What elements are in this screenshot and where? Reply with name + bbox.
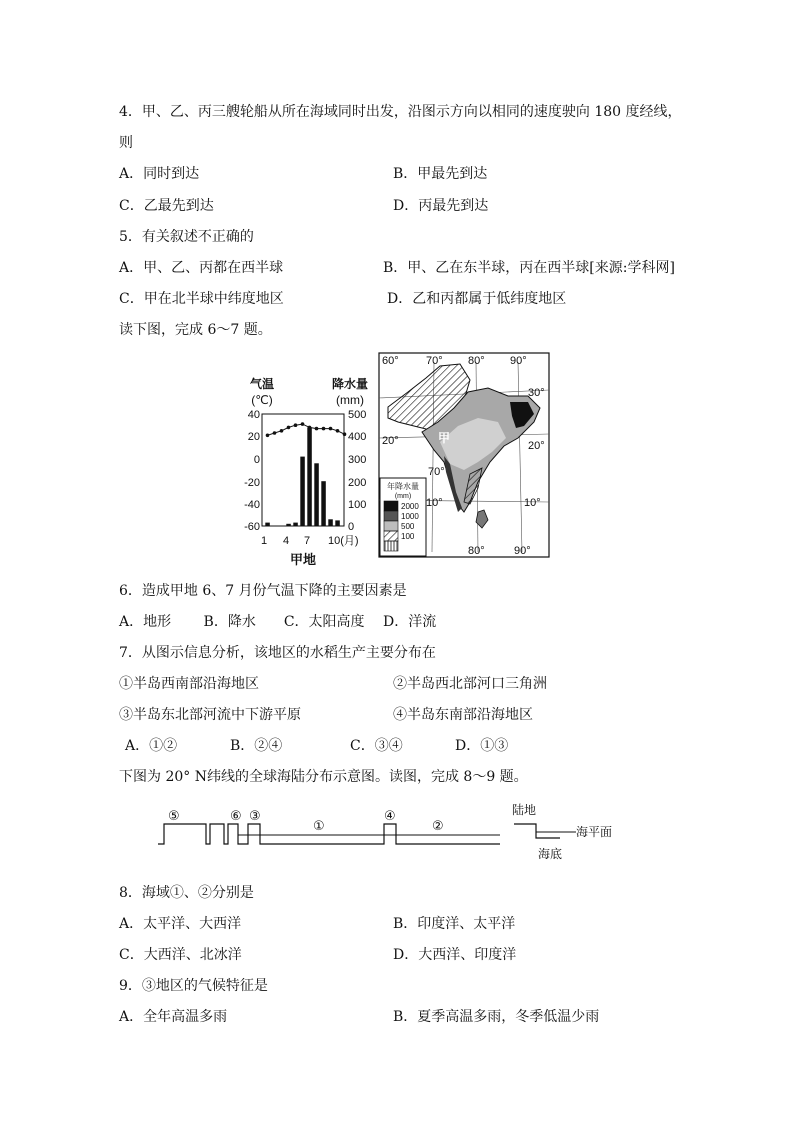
- temp-point-12: [343, 432, 347, 436]
- legend-seabed: 海底: [538, 847, 563, 861]
- x-tick-4: 4: [282, 535, 290, 547]
- lat-10-left: 10°: [426, 497, 443, 509]
- q7-statement-3: ③半岛东北部河流中下游平原: [119, 707, 301, 723]
- lon-80: 80°: [468, 355, 485, 367]
- lon-70-inner: 70°: [428, 466, 445, 478]
- q5-option-c[interactable]: C．甲在北半球中纬度地区: [119, 291, 284, 307]
- q7-statement-4: ④半岛东南部沿海地区: [393, 707, 533, 723]
- left-tick-minus20: -20: [244, 477, 260, 489]
- q6-options[interactable]: A．地形 B．降水 C．太阳高度 D．洋流: [119, 614, 437, 630]
- left-tick-40: 40: [247, 409, 260, 421]
- map-legend: [380, 478, 426, 556]
- legend-swatch-2000: [384, 501, 398, 511]
- precip-bar-10: [328, 519, 333, 526]
- q9-stem: 9．③地区的气候特征是: [119, 978, 268, 994]
- q4-option-c[interactable]: C．乙最先到达: [119, 198, 214, 214]
- legend-swatch-100: [384, 531, 398, 541]
- q5-option-b[interactable]: B．甲、乙在东半球，丙在西半球[来源:学科网]: [383, 260, 675, 276]
- q9-option-b[interactable]: B．夏季高温多雨，冬季低温少雨: [393, 1009, 600, 1025]
- lat-20-left: 20°: [382, 435, 399, 447]
- precip-bar-11: [335, 520, 340, 526]
- right-tick-500: 500: [348, 409, 367, 421]
- right-tick-200: 200: [348, 477, 367, 489]
- precip-bar-6: [300, 457, 305, 526]
- intro-6-7: 读下图，完成 6～7 题。: [119, 322, 272, 338]
- precip-bar-9: [321, 481, 326, 526]
- left-tick-minus60: -60: [244, 521, 260, 533]
- q4-stem-line1: 4．甲、乙、丙三艘轮船从所在海域同时出发，沿图示方向以相同的速度驶向 180 度经线，: [119, 104, 682, 120]
- temp-point-5: [294, 423, 298, 427]
- lat-20-right: 20°: [528, 440, 545, 452]
- legend-sea-level: 海平面: [576, 825, 613, 839]
- temp-point-7: [308, 426, 312, 430]
- legend-swatch-1000: [384, 511, 398, 521]
- precip-bar-8: [314, 463, 319, 526]
- lon-60: 60°: [382, 355, 399, 367]
- q8-option-b[interactable]: B．印度洋、太平洋: [393, 916, 516, 932]
- precip-bars: [265, 427, 340, 526]
- temp-point-6: [301, 422, 305, 426]
- temp-line: [268, 424, 345, 435]
- q8-stem: 8．海域①、②分别是: [119, 885, 254, 901]
- left-tick-minus40: -40: [244, 499, 260, 511]
- lon-80-bottom: 80°: [468, 545, 485, 557]
- legend-swatch-500: [384, 521, 398, 531]
- q8-option-d[interactable]: D．大西洋、印度洋: [393, 947, 517, 963]
- label-5: ⑤: [168, 808, 180, 823]
- precip-bar-5: [293, 523, 298, 526]
- intro-8-9: 下图为 20° N纬线的全球海陆分布示意图。读图，完成 8～9 题。: [119, 769, 528, 785]
- temp-point-11: [336, 429, 340, 433]
- climate-chart-caption: 甲地: [289, 552, 317, 567]
- legend-title: 年降水量: [387, 482, 419, 491]
- legend-label-2000: 2000: [401, 502, 419, 511]
- q9-option-a[interactable]: A．全年高温多雨: [119, 1009, 228, 1025]
- q5-option-d[interactable]: D．乙和丙都属于低纬度地区: [387, 291, 567, 307]
- temp-point-10: [329, 427, 333, 431]
- legend-label-500: 500: [401, 522, 415, 531]
- legend-label-1000: 1000: [401, 512, 419, 521]
- latitude-profile-diagram: [150, 800, 620, 864]
- legend-swatch-below-100: [384, 541, 398, 551]
- right-axis-unit: (mm): [336, 393, 364, 407]
- right-axis-title: 降水量: [331, 377, 369, 391]
- label-2: ②: [432, 818, 444, 833]
- label-1: ①: [313, 818, 325, 833]
- precip-bar-1: [265, 523, 270, 526]
- q4-option-b[interactable]: B．甲最先到达: [393, 166, 488, 182]
- q5-option-a[interactable]: A．甲、乙、丙都在西半球: [119, 260, 284, 276]
- label-6: ⑥: [230, 808, 242, 823]
- q5-stem: 5．有关叙述不正确的: [119, 229, 254, 245]
- right-tick-300: 300: [348, 454, 367, 466]
- q7-option-c[interactable]: C．③④: [350, 738, 403, 754]
- lat-10-right: 10°: [524, 497, 541, 509]
- left-axis-unit: (℃): [251, 393, 273, 407]
- temp-point-9: [322, 427, 326, 431]
- lon-70: 70°: [426, 355, 443, 367]
- q7-statement-2: ②半岛西北部河口三角洲: [393, 676, 547, 692]
- q7-stem: 7．从图示信息分析，该地区的水稻生产主要分布在: [119, 645, 436, 661]
- south-asia-map: [378, 352, 550, 558]
- label-4: ④: [384, 808, 396, 823]
- legend-label-100: 100: [401, 532, 415, 541]
- right-tick-100: 100: [348, 499, 367, 511]
- label-3: ③: [249, 808, 261, 823]
- left-tick-0: 0: [253, 454, 260, 466]
- q7-statement-1: ①半岛西南部沿海地区: [119, 676, 259, 692]
- q4-option-d[interactable]: D．丙最先到达: [393, 198, 489, 214]
- profile-legend: [512, 802, 612, 861]
- q4-stem-line2: 则: [119, 135, 133, 151]
- x-tick-7: 7: [303, 535, 311, 547]
- precip-bar-4: [286, 524, 291, 526]
- q7-option-d[interactable]: D．①③: [455, 738, 509, 754]
- q8-option-a[interactable]: A．太平洋、大西洋: [119, 916, 242, 932]
- temp-point-8: [315, 427, 319, 431]
- q4-option-a[interactable]: A．同时到达: [119, 166, 200, 182]
- map-place-jia: 甲: [438, 431, 451, 445]
- temp-point-1: [266, 434, 270, 438]
- legend-unit: (mm): [394, 493, 412, 500]
- legend-land: 陆地: [512, 803, 537, 817]
- temp-point-4: [287, 426, 291, 430]
- right-tick-0: 0: [348, 521, 355, 533]
- q6-stem: 6．造成甲地 6、7 月份气温下降的主要因素是: [119, 583, 407, 599]
- temp-point-3: [280, 429, 284, 433]
- climate-chart: [228, 370, 378, 570]
- right-tick-400: 400: [348, 431, 367, 443]
- left-axis-title: 气温: [249, 377, 275, 391]
- x-tick-1: 1: [260, 535, 268, 547]
- q7-option-b[interactable]: B．②④: [230, 738, 283, 754]
- temp-point-2: [273, 431, 277, 435]
- lat-30: 30°: [528, 387, 545, 399]
- profile-line: [158, 824, 500, 844]
- x-tick-10: 10(月): [328, 535, 359, 547]
- q8-option-c[interactable]: C．大西洋、北冰洋: [119, 947, 242, 963]
- lon-90-bottom: 90°: [514, 545, 531, 557]
- precip-bar-7: [307, 427, 312, 526]
- q7-option-a[interactable]: A．①②: [125, 738, 178, 754]
- left-tick-20: 20: [247, 431, 260, 443]
- lon-90: 90°: [510, 355, 527, 367]
